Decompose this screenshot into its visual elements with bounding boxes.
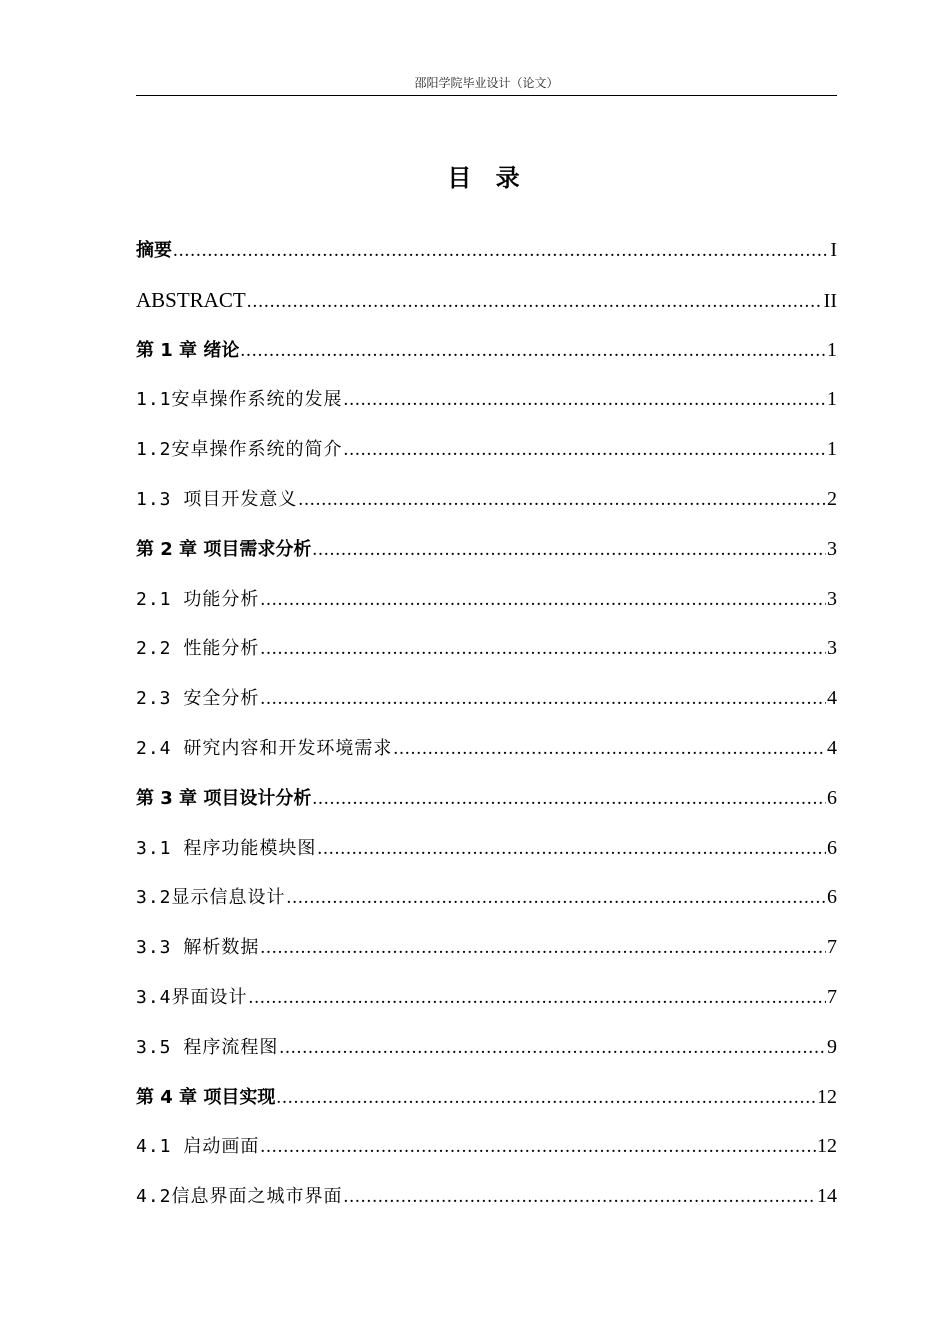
toc-entry-page: 3 [827, 587, 837, 610]
toc-dot-leader [260, 1131, 816, 1163]
toc-entry-page: 1 [827, 388, 837, 411]
toc-entry-label: 第 2 章 项目需求分析 [136, 538, 312, 560]
toc-entry-label: 2.1 功能分析 [136, 588, 260, 610]
toc-entry-page: I [830, 239, 837, 261]
toc-entry-page: 3 [827, 537, 837, 560]
toc-dot-leader [344, 434, 826, 466]
toc-entry-page: 4 [827, 736, 837, 759]
toc-dot-leader [312, 534, 826, 566]
toc-entry-label: 2.3 安全分析 [136, 688, 260, 710]
toc-dot-leader [344, 384, 826, 416]
toc-dot-leader [240, 335, 826, 367]
toc-entry[interactable] [136, 1130, 837, 1180]
toc-entry-label: 3.1 程序功能模块图 [136, 837, 317, 859]
toc-dot-leader [276, 1082, 816, 1114]
toc-entry-page: 12 [817, 1135, 837, 1158]
toc-entry[interactable] [136, 533, 837, 583]
toc-entry-page: 12 [817, 1085, 837, 1108]
toc-entry-label: 3.2显示信息设计 [136, 887, 286, 909]
toc-entry-page: 7 [827, 936, 837, 959]
toc-dot-leader [312, 783, 826, 815]
toc-entry-page: 7 [827, 985, 837, 1008]
toc-entry[interactable] [136, 433, 837, 483]
toc-entry[interactable] [136, 832, 837, 882]
toc-entry[interactable] [136, 583, 837, 633]
page-header [136, 76, 837, 96]
toc-dot-leader [173, 235, 829, 267]
toc-entry-label: 摘要 [136, 240, 172, 261]
toc-entry-page: 3 [827, 637, 837, 660]
toc-entry-page: 14 [817, 1185, 837, 1208]
toc-title: 目 录 [447, 164, 528, 192]
toc-entry-page: 6 [827, 886, 837, 909]
toc-entry-label: 1.1安卓操作系统的发展 [136, 389, 343, 411]
toc-entry[interactable] [136, 1180, 837, 1230]
toc-entry[interactable] [136, 1031, 837, 1081]
toc-entry-page: 6 [827, 836, 837, 859]
header-text: 邵阳学院毕业设计（论文） [414, 76, 559, 90]
toc-dot-leader [260, 683, 826, 715]
toc-dot-leader [260, 932, 826, 964]
toc-entry[interactable] [136, 981, 837, 1031]
toc-entry[interactable] [136, 732, 837, 782]
toc-dot-leader [279, 1032, 826, 1064]
toc-entry[interactable] [136, 234, 837, 284]
toc-dot-leader [344, 1181, 816, 1213]
toc-dot-leader [393, 733, 826, 765]
toc-dot-leader [298, 484, 826, 516]
toc-entry-page: 1 [827, 338, 837, 361]
toc-entry-page: 4 [827, 687, 837, 710]
toc-entry-label: 3.5 程序流程图 [136, 1036, 279, 1058]
toc-entry[interactable] [136, 931, 837, 981]
toc-dot-leader [287, 882, 826, 914]
toc-entry-label: 4.1 启动画面 [136, 1136, 260, 1158]
toc-entry-label: 1.3 项目开发意义 [136, 488, 298, 510]
toc-entry-label: ABSTRACT [136, 287, 246, 312]
toc-entry[interactable] [136, 383, 837, 433]
toc-entry-page: 6 [827, 786, 837, 809]
toc-entry[interactable] [136, 334, 837, 384]
toc-entry[interactable] [136, 284, 837, 334]
toc-entry-page: 2 [827, 487, 837, 510]
toc-entry[interactable] [136, 632, 837, 682]
toc-entry[interactable] [136, 782, 837, 832]
toc-entry[interactable] [136, 1081, 837, 1131]
toc-entry-label: 第 4 章 项目实现 [136, 1086, 276, 1108]
toc-dot-leader [260, 633, 826, 665]
toc-entry-page: 9 [827, 1035, 837, 1058]
toc-entry-label: 3.3 解析数据 [136, 937, 260, 959]
toc-entry-label: 3.4界面设计 [136, 986, 248, 1008]
toc-dot-leader [317, 833, 826, 865]
toc-entry[interactable] [136, 682, 837, 732]
toc-entry-label: 第 3 章 项目设计分析 [136, 787, 312, 809]
toc-entry-page: II [823, 289, 837, 312]
toc-entry-label: 2.4 研究内容和开发环境需求 [136, 737, 393, 759]
toc-entry-label: 4.2信息界面之城市界面 [136, 1186, 343, 1208]
toc-entry-label: 1.2安卓操作系统的简介 [136, 439, 343, 461]
toc-entry-label: 2.2 性能分析 [136, 638, 260, 660]
toc-entry-label: 第 1 章 绪论 [136, 339, 240, 361]
toc-dot-leader [260, 584, 826, 616]
toc-entry-page: 1 [827, 438, 837, 461]
table-of-contents [136, 234, 837, 1230]
toc-dot-leader [247, 286, 823, 318]
toc-entry[interactable] [136, 881, 837, 931]
toc-entry[interactable] [136, 483, 837, 533]
toc-dot-leader [249, 982, 826, 1014]
